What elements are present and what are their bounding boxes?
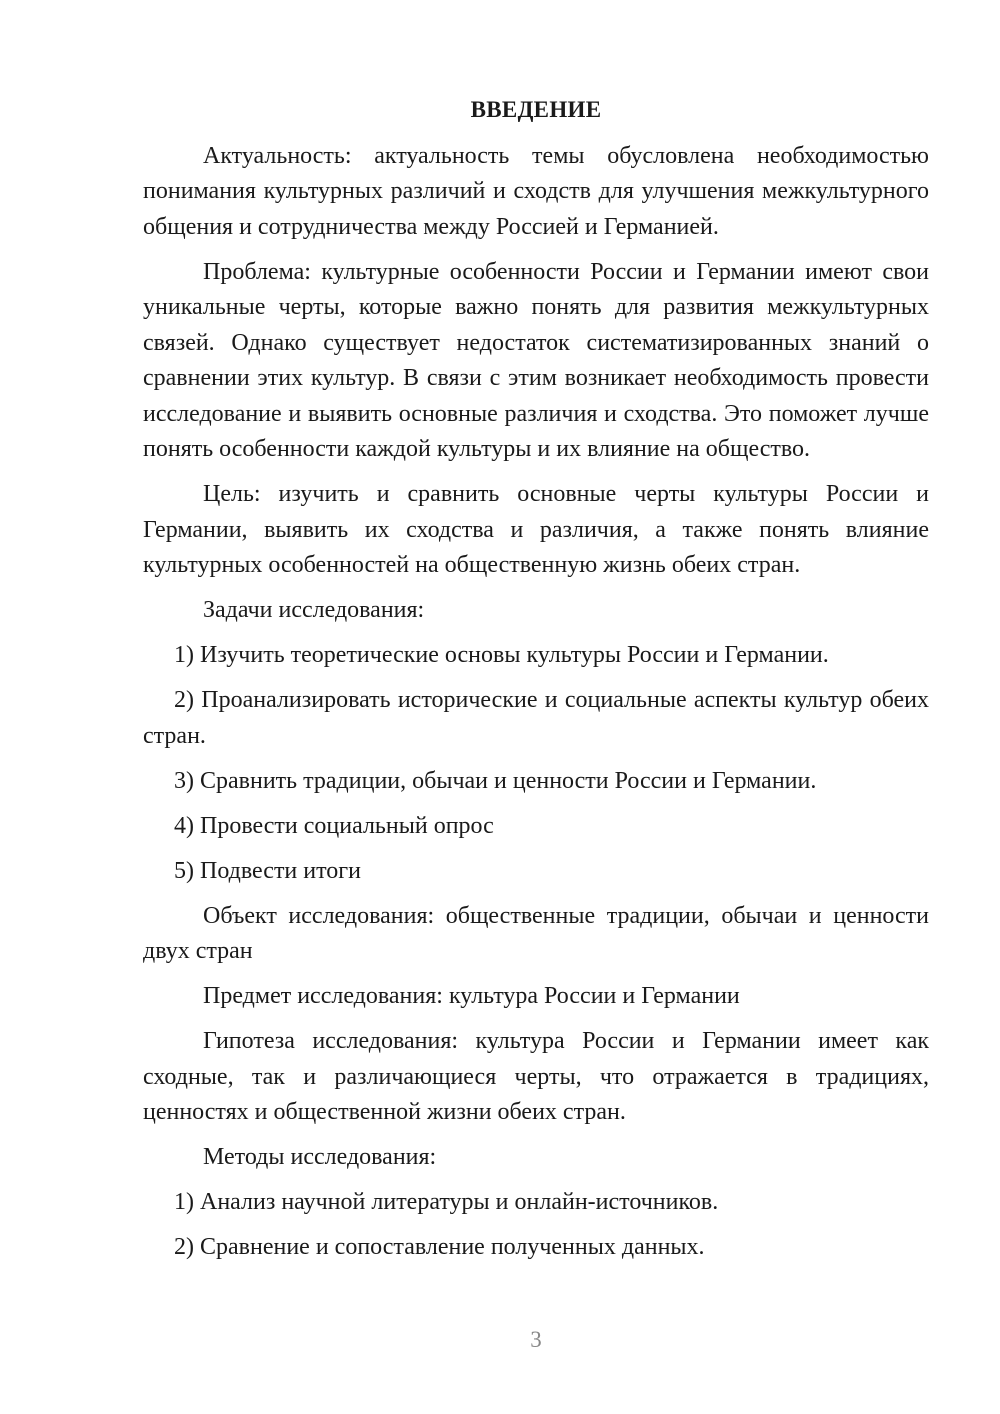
list-item-task-2: 2) Проанализировать исторические и социальные аспекты культур обеих стран. <box>143 687 929 749</box>
paragraph-problem: Проблема: культурные особенности России и Германии имеют свои уникальные черты, которые важно понять для развития межкультурных связей. Однако существует недостаток систематизированных знаний о сравнении этих культур. В связи с этим возникает необходимость провести исследование и выявить основные различия и сходства. Это поможет лучше понять особенности каждой культуры и их влияние на общество. <box>143 258 929 462</box>
section-title: ВВЕДЕНИЕ <box>470 97 602 122</box>
list-item-task-5: 5) Подвести итоги <box>174 857 361 884</box>
page-content <box>143 92 929 1275</box>
list-item-method-1: 1) Анализ научной литературы и онлайн-источников. <box>174 1189 719 1215</box>
list-item-method-2: 2) Сравнение и сопоставление полученных данных. <box>174 1234 705 1260</box>
list-item-task-4: 4) Провести социальный опрос <box>174 812 494 839</box>
list-item-task-3: 3) Сравнить традиции, обычаи и ценности России и Германии. <box>174 767 817 794</box>
paragraph-hypothesis: Гипотеза исследования: культура России и Германии имеет как сходные, так и различающиеся черты, что отражается в традициях, ценностях и общественной жизни обеих стран. <box>143 1028 929 1125</box>
paragraph-relevance: Актуальность: актуальность темы обусловлена необходимостью понимания культурных различий и сходств для улучшения межкультурного общения и сотрудничества между Россией и Германией. <box>143 142 929 240</box>
page-number: 3 <box>530 1327 542 1352</box>
list-item-task-1: 1) Изучить теоретические основы культуры России и Германии. <box>174 642 829 668</box>
paragraph-object: Объект исследования: общественные традиции, обычаи и ценности двух стран <box>143 902 929 964</box>
paragraph-tasks-heading: Задачи исследования: <box>203 597 425 623</box>
paragraph-subject: Предмет исследования: культура России и Германии <box>203 983 740 1009</box>
paragraph-goal: Цель: изучить и сравнить основные черты культуры России и Германии, выявить их сходства и различия, а также понять влияние культурных особенностей на общественную жизнь обеих стран. <box>143 481 929 578</box>
paragraph-methods-heading: Методы исследования: <box>203 1144 437 1170</box>
